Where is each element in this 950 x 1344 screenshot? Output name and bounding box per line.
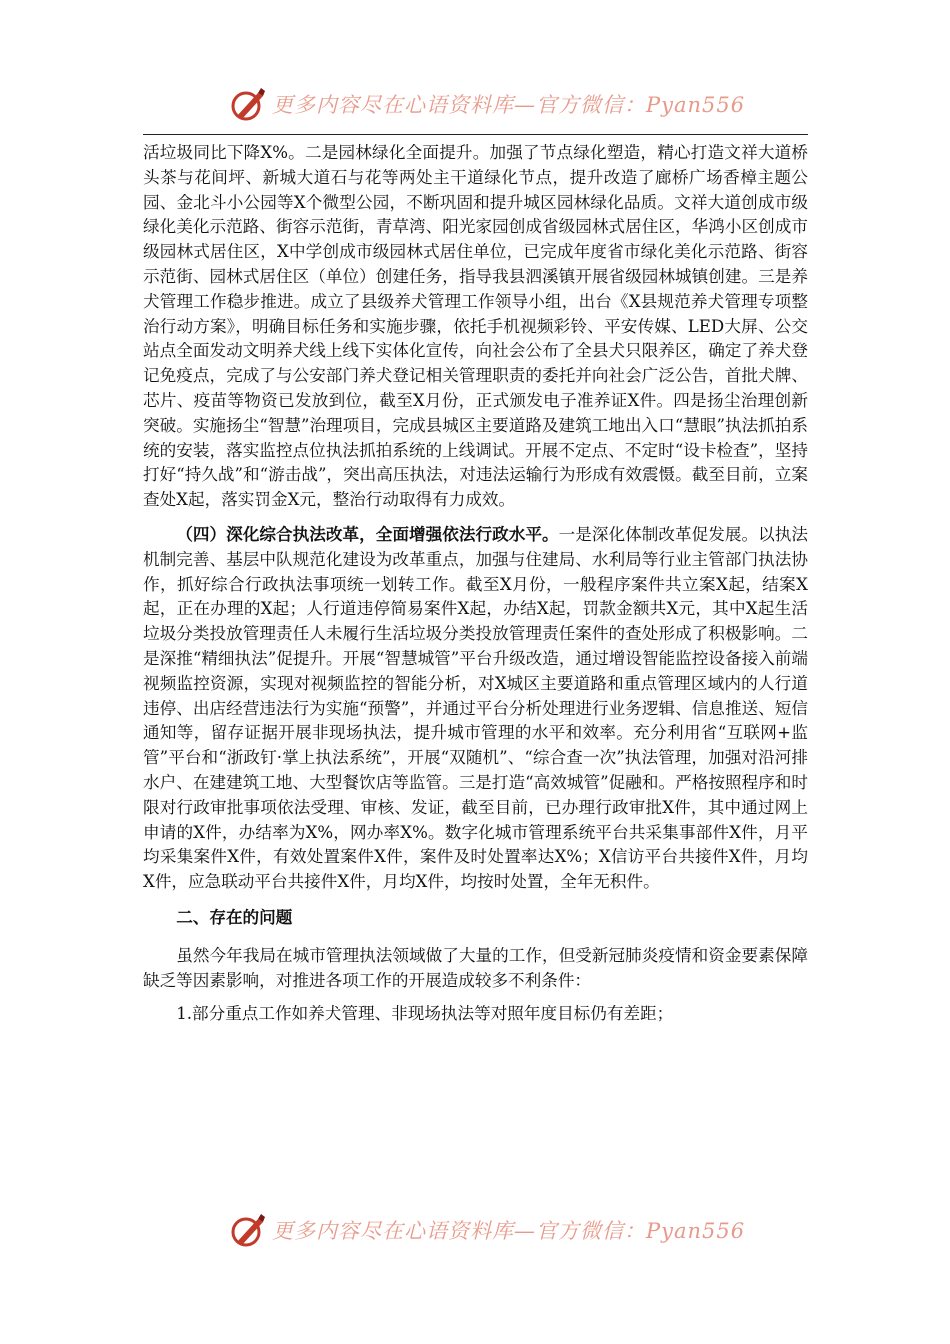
paragraph-3: 虽然今年我局在城市管理执法领域做了大量的工作，但受新冠肺炎疫情和资金要素保障缺乏等因素影响，对推进各项工作的开展造成较多不利条件：	[143, 945, 808, 990]
paragraph-2	[143, 522, 808, 895]
paragraph-1: 活垃圾同比下降X%。二是园林绿化全面提升。加强了节点绿化塑造，精心打造文祥大道桥头茶与花间坪、新城大道石与花等两处主干道绿化节点，提升改造了廊桥广场香樟主题公园、金北斗小公园等X个微型公园，不断巩固和提升城区园林绿化品质。文祥大道创成市级绿化美化示范路、街容示范街，青草湾、阳光家园创成省级园林式居住区，华鸿小区创成市级园林式居住区，X中学创成市级园林式居住单位，已完成年度省市绿化美化示范路、街容示范街、园林式居住区（单位）创建任务，指导我县泗溪镇开展省级园林城镇创建。三是养犬管理工作稳步推进。成立了县级养犬管理工作领导小组，出台《X县规范养犬管理专项整治行动方案》，明确目标任务和实施步骤，依托手机视频彩铃、平安传媒、LED大屏、公交站点全面发动文明养犬线上线下实体化宣传，向社会公布了全县犬只限养区，确定了养犬登记免疫点，完成了与公安部门养犬登记相关管理职责的委托并向社会广泛公告，首批犬牌、芯片、疫苗等物资已发放到位，截至X月份，正式颁发电子准养证X件。四是扬尘治理创新突破。实施扬尘“智慧”治理项目，完成县城区主要道路及建筑工地出入口“慧眼”执法抓拍系统的安装，落实监控点位执法抓拍系统的上线调试。开展不定点、不定时“设卡检查”，坚持打好“持久战”和“游击战”，突出高压执法，对违法运输行为形成有效震慑。截至目前，立案查处X起，落实罚金X元，整治行动取得有力成效。	[143, 143, 808, 510]
footer-watermark	[228, 1208, 746, 1252]
paragraph-4: 1.部分重点工作如养犬管理、非现场执法等对照年度目标仍有差距；	[176, 1004, 674, 1024]
watermark-text: 更多内容尽在心语资料库—官方微信：Pyan556	[272, 93, 746, 117]
watermark-text: 更多内容尽在心语资料库—官方微信：Pyan556	[272, 1219, 746, 1243]
header-watermark	[228, 82, 746, 126]
section-heading-problems: 二、存在的问题	[176, 906, 293, 927]
pen-logo-icon	[228, 84, 268, 124]
header-rule	[143, 134, 808, 135]
pen-logo-icon	[228, 1210, 268, 1250]
section-4-lead: （四）深化综合执法改革，全面增强依法行政水平。	[176, 523, 559, 544]
document-body	[143, 141, 808, 1036]
section-4-body: 一是深化体制改革促发展。以执法机制完善、基层中队规范化建设为改革重点，加强与住建局、水利局等行业主管部门执法协作，抓好综合行政执法事项统一划转工作。截至X月份，一般程序案件共立案X起，结案X起，正在办理的X起；人行道违停简易案件X起，办结X起，罚款金额共X元，其中X起生活垃圾分类投放管理责任人未履行生活垃圾分类投放管理责任案件的查处形成了积极影响。二是深推“精细执法”促提升。开展“智慧城管”平台升级改造，通过增设智能监控设备接入前端视频监控资源，实现对视频监控的智能分析，对X城区主要道路和重点管理区域内的人行道违停、出店经营违法行为实施“预警”，并通过平台分析处理进行业务逻辑、信息推送、短信通知等，留存证据开展非现场执法，提升城市管理的水平和效率。充分利用省“互联网+监管”平台和“浙政钉·掌上执法系统”，开展“双随机”、“综合查一次”执法管理，加强对沿河排水户、在建建筑工地、大型餐饮店等监管。三是打造“高效城管”促融和。严格按照程序和时限对行政审批事项依法受理、审核、发证，截至目前，已办理行政审批X件，其中通过网上申请的X件，办结率为X%，网办率X%。数字化城市管理系统平台共采集事部件X件，月平均采集案件X件，有效处置案件X件，案件及时处置率达X%；X信访平台共接件X件，月均X件，应急联动平台共接件X件，月均X件，均按时处置，全年无积件。	[143, 524, 809, 892]
